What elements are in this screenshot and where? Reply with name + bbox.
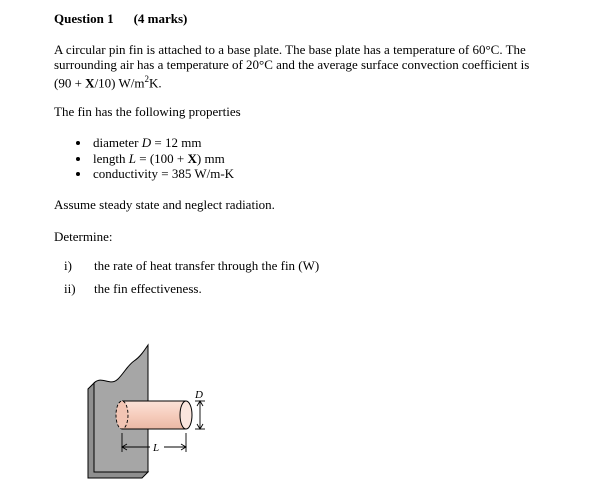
property-diameter-value: = 12 mm [151, 135, 202, 150]
property-conductivity [76, 166, 234, 182]
intro-paragraph [54, 42, 574, 90]
determine-item-1 [64, 258, 319, 274]
fin-body [122, 401, 186, 429]
intro-variable-x: X [85, 75, 95, 91]
label-d: D [195, 389, 203, 401]
determine-heading: Determine: [54, 229, 113, 244]
intro-line-3 [54, 72, 574, 90]
fin-root-ellipse [116, 401, 128, 429]
property-length-prefix: length [93, 150, 129, 166]
property-length [76, 151, 234, 167]
determine-item-2-text: the fin effectiveness. [94, 281, 202, 296]
intro-line-3-prefix: (90 + [54, 75, 86, 91]
property-length-x: X [187, 150, 197, 166]
determine-item-2-num: ii) [64, 281, 76, 296]
intro-line-2: surrounding air has a temperature of 20°C and the average surface convection coefficient is [54, 57, 530, 72]
intro-line-1: A circular pin fin is attached to a base plate. The base plate has a temperature of 60°C. The [54, 42, 526, 57]
property-length-value: = (100 + [135, 150, 188, 166]
property-conductivity-text: conductivity = 385 W/m-K [93, 166, 235, 181]
question-heading [54, 11, 187, 27]
pin-fin-figure [80, 335, 230, 485]
question-title: Question 1 [54, 11, 114, 26]
property-diameter-var: D [141, 135, 152, 150]
property-diameter [76, 135, 234, 151]
question-marks: (4 marks) [133, 11, 188, 26]
property-diameter-prefix: diameter [93, 135, 142, 150]
intro-line-3-mid: /10) W/m [94, 75, 145, 91]
label-l: L [153, 442, 160, 454]
determine-item-1-text: the rate of heat transfer through the fin (W) [94, 258, 320, 273]
property-length-unit: ) mm [196, 150, 225, 166]
properties-list [76, 135, 234, 182]
property-length-var: L [128, 150, 136, 166]
fin-tip-ellipse [180, 401, 192, 429]
determine-item-1-num: i) [64, 258, 72, 273]
properties-heading: The fin has the following properties [54, 104, 241, 119]
intro-line-3-suffix: K. [149, 75, 162, 91]
determine-item-2 [64, 281, 202, 297]
assumption-text: Assume steady state and neglect radiation. [54, 197, 275, 212]
intro-line-3-sup: 2 [144, 74, 150, 84]
